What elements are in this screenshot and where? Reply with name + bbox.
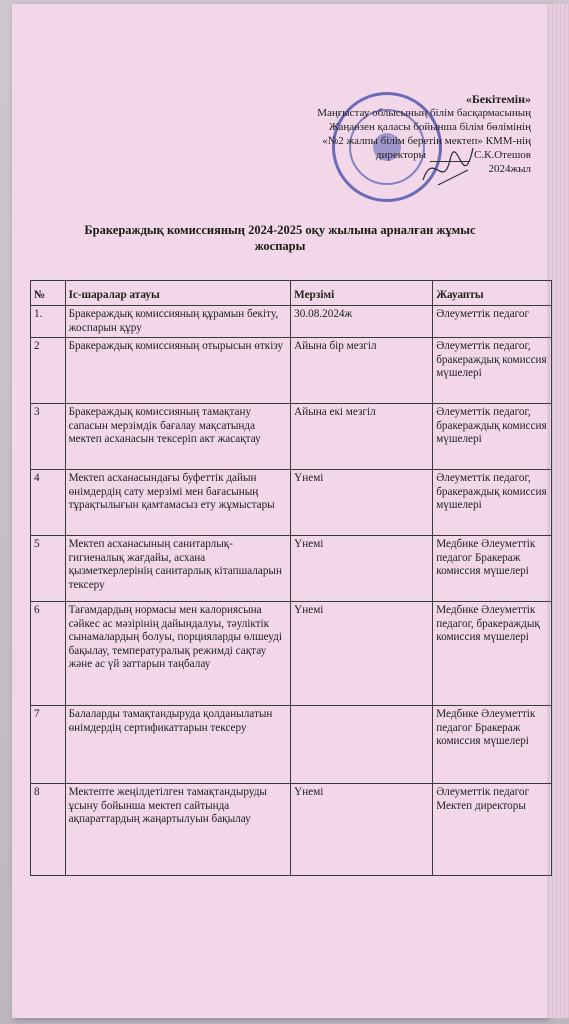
- table-row: [31, 602, 552, 706]
- plan-table: [30, 280, 552, 876]
- row-activity: Бракераждық комиссияның құрамын бекіту, жоспарын құру: [65, 306, 291, 338]
- row-responsible: Әлеуметтік педагог, бракераждық комиссия мүшелері: [433, 404, 552, 470]
- row-activity: Бракераждық комиссияның отырысын өткізу: [65, 338, 291, 404]
- approval-line-1: Маңғыстау облысының білім басқармасының: [317, 107, 531, 119]
- signature-underline: [430, 148, 470, 162]
- header-responsible: Жауапты: [433, 281, 552, 306]
- header-term: Мерзімі: [291, 281, 433, 306]
- approval-role: директоры: [375, 149, 427, 161]
- row-term: Айына екі мезгіл: [291, 404, 433, 470]
- approval-heading: «Бекітемін»: [465, 92, 531, 106]
- row-responsible: Әлеуметтік педагог, бракераждық комиссия мүшелері: [433, 470, 552, 536]
- row-number: 6: [31, 602, 66, 706]
- approval-block: [271, 92, 531, 176]
- table-row: [31, 784, 552, 876]
- row-number: 1.: [31, 306, 66, 338]
- row-responsible: Әлеуметтік педагог, бракераждық комиссия мүшелері: [433, 338, 552, 404]
- approval-line-3: «№2 жалпы білім беретін мектеп» КММ-нің: [322, 135, 531, 147]
- table-row: [31, 536, 552, 602]
- row-term: Айына бір мезгіл: [291, 338, 433, 404]
- table-row: [31, 338, 552, 404]
- header-activity: Іс-шаралар атауы: [65, 281, 291, 306]
- row-term: Үнемі: [291, 470, 433, 536]
- row-responsible: Әлеуметтік педагог Мектеп директоры: [433, 784, 552, 876]
- row-number: 2: [31, 338, 66, 404]
- row-responsible: Медбике Әлеуметтік педагог Бракераж комиссия мүшелері: [433, 706, 552, 784]
- row-number: 8: [31, 784, 66, 876]
- table-header-row: [31, 281, 552, 306]
- header-number: №: [31, 281, 66, 306]
- row-number: 4: [31, 470, 66, 536]
- row-term: Үнемі: [291, 536, 433, 602]
- row-activity: Мектепте жеңілдетілген тамақтандыруды ұсыну бойынша мектеп сайтында ақпараттардың жаңартылуын бақылау: [65, 784, 291, 876]
- table-row: [31, 306, 552, 338]
- row-responsible: Әлеуметтік педагог: [433, 306, 552, 338]
- row-activity: Мектеп асханасындағы буфеттік дайын өнімдердің сату мерзімі мен бағасының тұрақтылығын қамтамасыз ету жұмыстары: [65, 470, 291, 536]
- table-row: [31, 706, 552, 784]
- row-number: 3: [31, 404, 66, 470]
- row-term: Үнемі: [291, 784, 433, 876]
- row-number: 7: [31, 706, 66, 784]
- row-responsible: Медбике Әлеуметтік педагог Бракераж комиссия мүшелері: [433, 536, 552, 602]
- table-row: [31, 470, 552, 536]
- row-term: Үнемі: [291, 602, 433, 706]
- row-term: 30.08.2024ж: [291, 306, 433, 338]
- row-activity: Бракераждық комиссияның тамақтану сапасын мерзімдік бағалау мақсатында мектеп асханасын тексеріп акт жасақтау: [65, 404, 291, 470]
- row-activity: Балаларды тамақтандыруда қолданылатын өнімдердің сертификаттарын тексеру: [65, 706, 291, 784]
- approval-date: 2024жыл: [488, 163, 531, 175]
- row-number: 5: [31, 536, 66, 602]
- row-responsible: Медбике Әлеуметтік педагог, бракераждық комиссия мүшелері: [433, 602, 552, 706]
- row-term: [291, 706, 433, 784]
- row-activity: Тағамдардың нормасы мен калориясына сәйкес ас мәзірінің дайындалуы, тәуліктік сынамалардың болуы, порцияларды өлшеуді бақылау, температуралық режимді сақтау және ас үй заттарын таңбалау: [65, 602, 291, 706]
- approval-line-2: Жаңаөзен қаласы бойынша білім бөлімінің: [328, 121, 531, 133]
- row-activity: Мектеп асханасының санитарлық-гигиеналық жағдайы, асхана қызметкерлерінің санитарлық кітапшаларын тексеру: [65, 536, 291, 602]
- approval-name: С.К.Отешов: [474, 149, 531, 161]
- approval-signature-line: [271, 148, 531, 162]
- document-title: Бракераждық комиссияның 2024-2025 оқу жылына арналған жұмыс жоспары: [84, 223, 476, 253]
- table-row: [31, 404, 552, 470]
